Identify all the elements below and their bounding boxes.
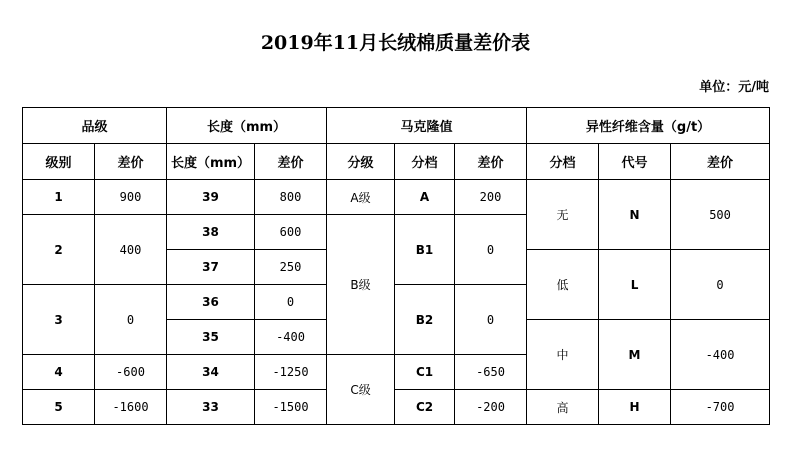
unit-label: 单位：元/吨 <box>699 80 769 95</box>
ff-diff-cell: -400 <box>671 320 770 390</box>
length-diff-cell: 0 <box>255 285 327 320</box>
mic-class-cell: A级 <box>327 180 395 215</box>
subheader-length-diff: 差价 <box>255 144 327 180</box>
grade-level-cell: 4 <box>23 355 95 390</box>
length-diff-cell: 600 <box>255 215 327 250</box>
length-diff-cell: -1250 <box>255 355 327 390</box>
ff-grade-cell: 无 <box>527 180 599 250</box>
length-mm-cell: 36 <box>167 285 255 320</box>
ff-diff-cell: 500 <box>671 180 770 250</box>
subheader-mic-grade: 分档 <box>395 144 455 180</box>
table-row <box>23 180 770 215</box>
grade-diff-cell: 0 <box>95 285 167 355</box>
subheader-grade-level: 级别 <box>23 144 95 180</box>
ff-diff-cell: -700 <box>671 390 770 425</box>
subheader-ff-code: 代号 <box>599 144 671 180</box>
subheader-ff-grade: 分档 <box>527 144 599 180</box>
grade-diff-cell: 900 <box>95 180 167 215</box>
length-diff-cell: 250 <box>255 250 327 285</box>
subheader-row <box>23 144 770 180</box>
mic-diff-cell: 200 <box>455 180 527 215</box>
grade-level-cell: 1 <box>23 180 95 215</box>
length-mm-cell: 37 <box>167 250 255 285</box>
length-diff-cell: -400 <box>255 320 327 355</box>
length-mm-cell: 35 <box>167 320 255 355</box>
mic-diff-cell: -650 <box>455 355 527 390</box>
mic-diff-cell: 0 <box>455 285 527 355</box>
subheader-grade-diff: 差价 <box>95 144 167 180</box>
header-micronaire: 马克隆值 <box>327 108 527 144</box>
mic-grade-cell: B2 <box>395 285 455 355</box>
mic-diff-cell: 0 <box>455 215 527 285</box>
grade-level-cell: 2 <box>23 215 95 285</box>
header-grade: 品级 <box>23 108 167 144</box>
ff-grade-cell: 低 <box>527 250 599 320</box>
grade-diff-cell: -1600 <box>95 390 167 425</box>
subheader-ff-diff: 差价 <box>671 144 770 180</box>
length-mm-cell: 34 <box>167 355 255 390</box>
mic-diff-cell: -200 <box>455 390 527 425</box>
length-diff-cell: 800 <box>255 180 327 215</box>
page-title: 2019年11月长绒棉质量差价表 <box>260 32 531 54</box>
header-foreign-fiber: 异性纤维含量（g/t） <box>527 108 770 144</box>
ff-code-cell: H <box>599 390 671 425</box>
grade-level-cell: 3 <box>23 285 95 355</box>
header-length: 长度（mm） <box>167 108 327 144</box>
ff-code-cell: N <box>599 180 671 250</box>
subheader-length-mm: 长度（mm） <box>167 144 255 180</box>
mic-grade-cell: C2 <box>395 390 455 425</box>
mic-class-cell: B级 <box>327 215 395 355</box>
table-row <box>23 390 770 425</box>
header-row <box>23 108 770 144</box>
ff-code-cell: M <box>599 320 671 390</box>
mic-grade-cell: B1 <box>395 215 455 285</box>
subheader-mic-class: 分级 <box>327 144 395 180</box>
grade-level-cell: 5 <box>23 390 95 425</box>
subheader-mic-diff: 差价 <box>455 144 527 180</box>
length-mm-cell: 38 <box>167 215 255 250</box>
length-diff-cell: -1500 <box>255 390 327 425</box>
mic-grade-cell: A <box>395 180 455 215</box>
grade-diff-cell: -600 <box>95 355 167 390</box>
ff-diff-cell: 0 <box>671 250 770 320</box>
length-mm-cell: 33 <box>167 390 255 425</box>
mic-grade-cell: C1 <box>395 355 455 390</box>
ff-code-cell: L <box>599 250 671 320</box>
mic-class-cell: C级 <box>327 355 395 425</box>
ff-grade-cell: 中 <box>527 320 599 390</box>
ff-grade-cell: 高 <box>527 390 599 425</box>
price-difference-table <box>22 107 770 425</box>
length-mm-cell: 39 <box>167 180 255 215</box>
grade-diff-cell: 400 <box>95 215 167 285</box>
